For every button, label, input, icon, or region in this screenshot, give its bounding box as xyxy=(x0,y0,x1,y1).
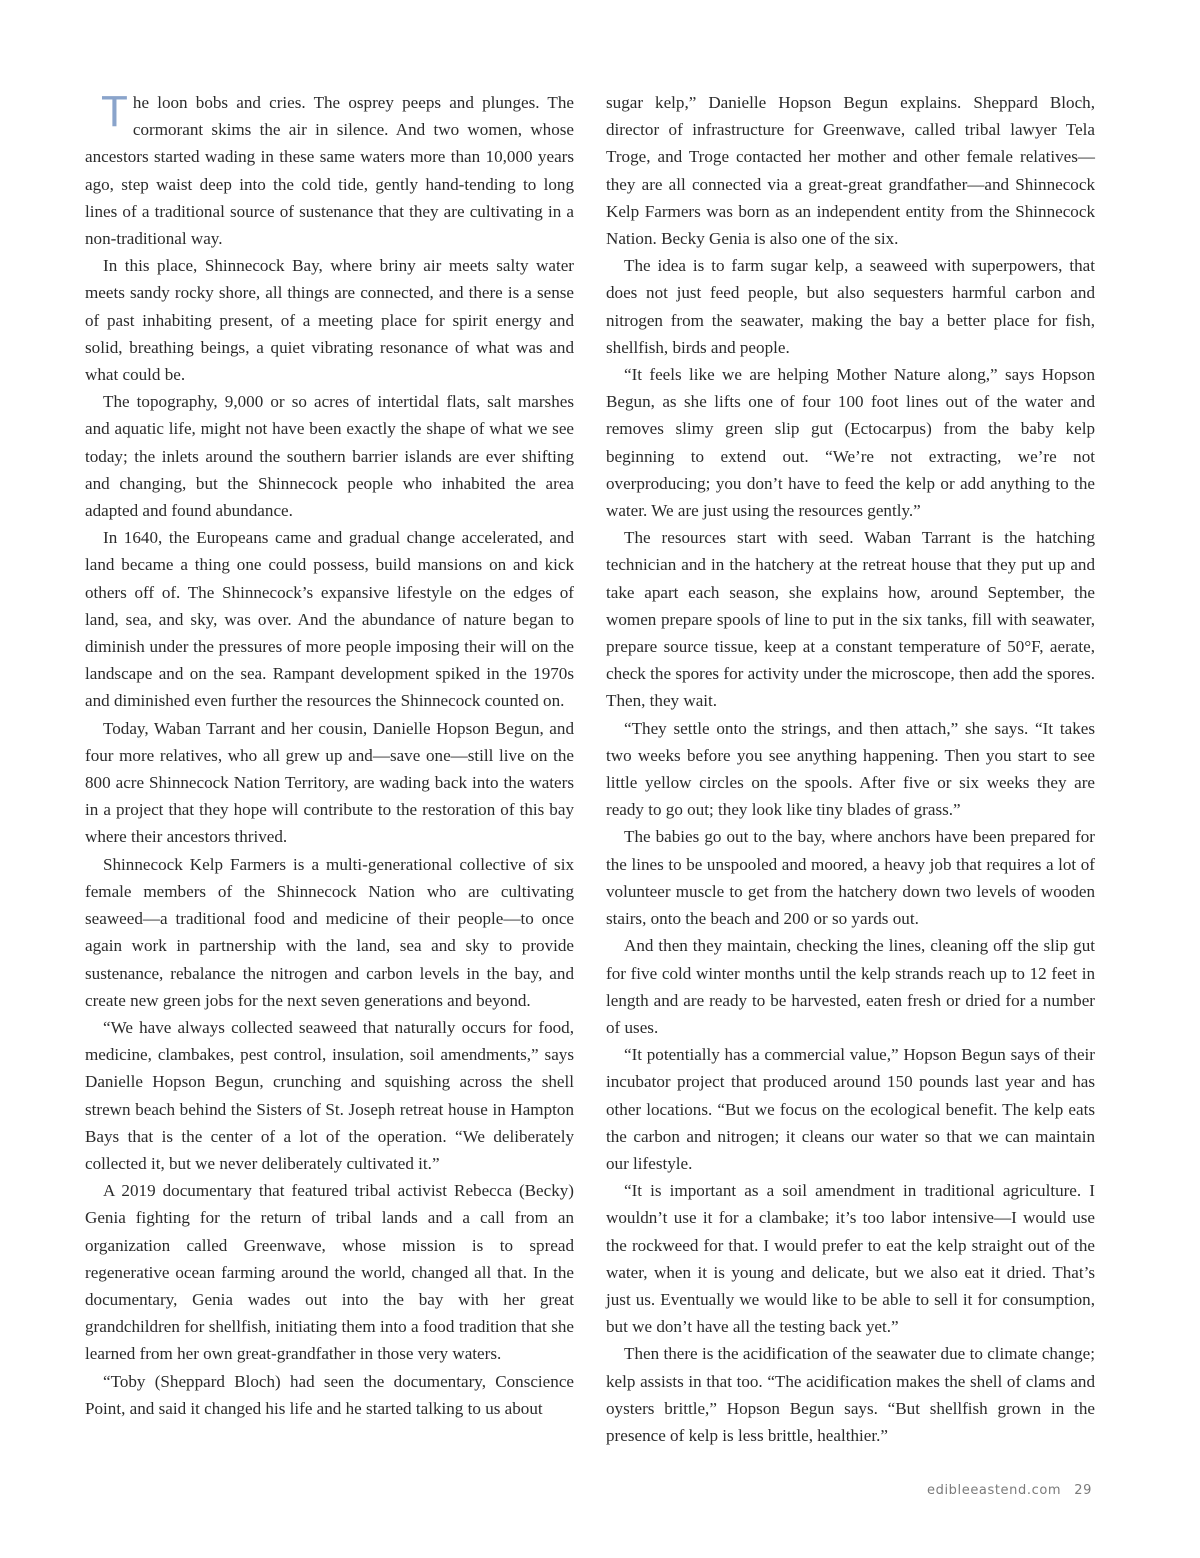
article-paragraph: And then they maintain, checking the lines, cleaning off the slip gut for five cold winter months until the kelp strands reach up to 12 feet in length and are ready to be harvested, eaten fresh or dried for a number of uses. xyxy=(606,936,1095,1037)
article-paragraph: The resources start with seed. Waban Tarrant is the hatching technician and in the hatchery at the retreat house that they put up and take apart each season, she explains how, around September, the women prepare spools of line to put in the six tanks, fill with seawater, prepare source tissue, keep at a constant temperature of 50°F, aerate, check the spores for activity under the microscope, then add the spores. Then, they wait. xyxy=(606,528,1095,711)
paragraph-text: he loon bobs and cries. The osprey peeps and plunges. The cormorant skims the air in silence. And two women, whose ancestors started wading in these same waters more than 10,000 years ago, step waist deep into the cold tide, gently hand-tending to long lines of a traditional source of sustenance that they are cultivating in a non-traditional way. xyxy=(85,93,574,249)
article-paragraph: “They settle onto the strings, and then attach,” she says. “It takes two weeks before you see anything happening. Then you start to see little yellow circles on the spools. After five or six weeks they are ready to go out; they look like tiny blades of grass.” xyxy=(606,718,1095,820)
article-paragraph: Today, Waban Tarrant and her cousin, Danielle Hopson Begun, and four more relatives, who all grew up and—save one—still live on the 800 acre Shinnecock Nation Territory, are wading back into the waters in a project that they hope will contribute to the restoration of this bay where their ancestors thrived. xyxy=(85,718,574,847)
article-paragraph xyxy=(85,89,574,252)
drop-cap: T xyxy=(101,87,128,136)
article-paragraph: In this place, Shinnecock Bay, where briny air meets salty water meets sandy rocky shore, all things are connected, and there is a sense of past inhabiting present, of a meeting place for spirit energy and solid, breathing beings, a quiet vibrating resonance of what was and what could be. xyxy=(85,256,574,385)
footer-website: edibleeastend.com xyxy=(927,1483,1062,1498)
article-paragraph-continued: sugar kelp,” Danielle Hopson Begun explains. Sheppard Bloch, director of infrastructure for Greenwave, called tribal lawyer Tela Troge, and Troge contacted her mother and other female relatives—they are all connected via a great-great grandfather—and Shinnecock Kelp Farmers was born as an independent entity from the Shinnecock Nation. Becky Genia is also one of the six. xyxy=(606,93,1095,249)
article-paragraph: “We have always collected seaweed that naturally occurs for food, medicine, clambakes, pest control, insulation, soil amendments,” says Danielle Hopson Begun, crunching and squishing across the shell strewn beach behind the Sisters of St. Joseph retreat house in Hampton Bays that is the center of a lot of the operation. “We deliberately collected it, but we never deliberately cultivated it.” xyxy=(85,1017,574,1173)
article-paragraph: “It is important as a soil amendment in traditional agriculture. I wouldn’t use it for a clambake; it’s too labor intensive—I would use the rockweed for that. I would prefer to eat the kelp straight out of the water, when it is young and delicate, but we also eat it dried. That’s just us. Eventually we would like to be able to sell it for consumption, but we don’t have all the testing back yet.” xyxy=(606,1181,1095,1337)
article-right-column xyxy=(606,89,1095,1449)
article-paragraph: Shinnecock Kelp Farmers is a multi-generational collective of six female members of the Shinnecock Nation who are cultivating seaweed—a traditional food and medicine of their people—to once again work in partnership with the land, sea and sky to provide sustenance, rebalance the nitrogen and carbon levels in the bay, and create new green jobs for the next seven generations and beyond. xyxy=(85,854,574,1010)
article-paragraph: “It feels like we are helping Mother Nature along,” says Hopson Begun, as she lifts one of four 100 foot lines out of the water and removes slimy green slip gut (Ectocarpus) from the baby kelp beginning to extend out. “We’re not extracting, we’re not overproducing; you don’t have to feed the kelp or add anything to the water. We are just using the resources gently.” xyxy=(606,365,1095,521)
article-paragraph: The topography, 9,000 or so acres of intertidal flats, salt marshes and aquatic life, might not have been exactly the shape of what we see today; the inlets around the southern barrier islands are ever shifting and changing, but the Shinnecock people who inhabited the area adapted and found abundance. xyxy=(85,392,574,521)
page-number: 29 xyxy=(1074,1483,1092,1498)
article-paragraph: The babies go out to the bay, where anchors have been prepared for the lines to be unspooled and moored, a heavy job that requires a lot of volunteer muscle to get from the hatchery down two levels of wooden stairs, onto the beach and 200 or so yards out. xyxy=(606,827,1095,929)
article-paragraph: The idea is to farm sugar kelp, a seaweed with superpowers, that does not just feed people, but also sequesters harmful carbon and nitrogen from the seawater, making the bay a better place for fish, shellfish, birds and people. xyxy=(606,256,1095,357)
article-paragraph: “Toby (Sheppard Bloch) had seen the documentary, Conscience Point, and said it changed his life and he started talking to us about xyxy=(85,1371,574,1418)
article-left-column xyxy=(85,89,574,1422)
article-paragraph: In 1640, the Europeans came and gradual change accelerated, and land became a thing one could possess, build mansions on and kick others off of. The Shinnecock’s expansive lifestyle on the edges of land, sea, and sky, was over. And the abundance of nature began to diminish under the pressures of more people imposing their will on the landscape and on the sea. Rampant development spiked in the 1970s and diminished even further the resources the Shinnecock counted on. xyxy=(85,528,574,711)
article-paragraph: “It potentially has a commercial value,” Hopson Begun says of their incubator project that produced around 150 pounds last year and has other locations. “But we focus on the ecological benefit. The kelp eats the carbon and nitrogen; it cleans our water so that we can maintain our lifestyle. xyxy=(606,1045,1095,1173)
article-paragraph: A 2019 documentary that featured tribal activist Rebecca (Becky) Genia fighting for the return of tribal lands and a call from an organization called Greenwave, whose mission is to spread regenerative ocean farming around the world, changed all that. In the documentary, Genia wades out into the bay with her great grandchildren for shellfish, initiating them into a food tradition that she learned from her own great-grandfather in those very waters. xyxy=(85,1181,574,1364)
article-paragraph: Then there is the acidification of the seawater due to climate change; kelp assists in that too. “The acidification makes the shell of clams and oysters brittle,” Hopson Begun says. “But shellfish grown in the presence of kelp is less brittle, healthier.” xyxy=(606,1344,1095,1445)
